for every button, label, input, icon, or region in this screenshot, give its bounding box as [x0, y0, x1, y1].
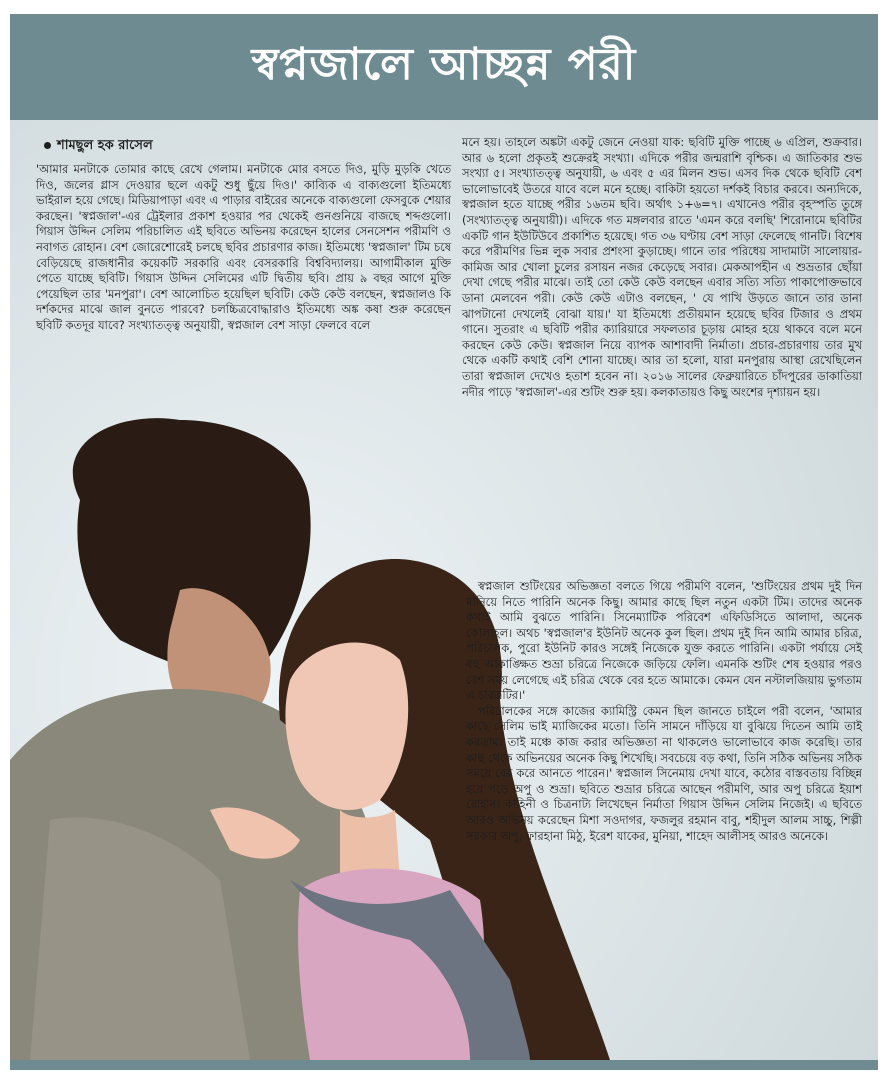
left-column-text: 'আমার মনটাকে তোমার কাছে রেখে গেলাম। মনটাকে মোর বসতে দিও, মুড়ি মুড়কি খেতে দিও, জলের গ্লাস দেওয়ার ছলে একটু শুধু ছুঁয়ে দিও।' কাব্যিক এ বাক্যগুলো ইতিমধ্যে ভাইরাল হয়ে গেছে। মিডিয়াপাড়া এবং এ পাড়ার বাইরের অনেকে বাক্যগুলো ফেসবুকে শেয়ার করছেন। 'স্বপ্নজাল'-এর ট্রেইলার প্রকাশ হওয়ার পর থেকেই গুনগুনিয়ে বাজছে শব্দগুলো। গিয়াস উদ্দিন সেলিম পরিচালিত এই ছবিতে অভিনয় করেছেন হালের সেনসেশন পরীমণি ও নবাগত রোহান। বেশ জোরেশোরেই চলছে ছবির প্রচারণার কাজ। ইতিমধ্যে 'স্বপ্নজাল' টিম চষে বেড়িয়েছে রাজধানীর কয়েকটি সরকারি এবং বেসরকারি বিশ্ববিদ্যালয়। আগামীকাল মুক্তি পেতে যাচ্ছে ছবিটি। গিয়াস উদ্দিন সেলিমের এটি দ্বিতীয় ছবি। প্রায় ৯ বছর আগে মুক্তি পেয়েছিল তার 'মনপুরা'। বেশ আলোচিত হয়েছিল ছবিটি। কেউ কেউ বলছেন, স্বপ্নজালও কি দর্শকদের মাঝে জাল বুনতে পারবে? চলচ্চিত্রবোদ্ধারাও ইতিমধ্যে অঙ্ক কষা শুরু করেছেন ছবিটি কতদূর যাবে? সংখ্যাতত্ত্ব অনুযায়ী, স্বপ্নজাল বেশ সাড়া ফেলবে বলে — [36, 162, 451, 332]
right-column-paragraph-3: পরিচালকের সঙ্গে কাজের ক্যামিস্ট্রি কেমন ছিল জানতে চাইলে পরী বলেন, 'আমার কাছে সেলিম ভাই ম্যাজিকের মতো। তিনি সামনে দাঁড়িয়ে যা বুঝিয়ে দিতেন আমি তাই করতাম। তাই মঞ্চে কাজ করার অভিজ্ঞতা না থাকলেও ভালোভাবে কাজ করেছি। তার কাছ থেকে অভিনয়ের অনেক কিছু শিখেছি। সবচেয়ে বড় কথা, তিনি সঠিক অভিনয় সঠিক সময়ে বের করে আনতে পারেন।' স্বপ্নজাল সিনেমায় দেখা যাবে, কঠোর বাস্তবতায় বিচ্ছিন্ন হয়ে পড়ে অপু ও শুভ্রা। ছবিতে শুভ্রার চরিত্রে আছেন পরীমণি, আর অপু চরিত্রে ইয়াশ রোহান। কাহিনী ও চিত্রনাট্য লিখেছেন নির্মাতা গিয়াস উদ্দিন সেলিম নিজেই। এ ছবিতে আরও অভিনয় করেছেন মিশা সওদাগর, ফজলুর রহমান বাবু, শহীদুল আলম সাচ্চু, শিল্পী সরকার অপু, ফারহানা মিঠু, ইরেশ যাকের, মুনিয়া, শাহেদ আলীসহ আরও অনেকে। — [466, 703, 862, 843]
headline: স্বপ্নজালে আচ্ছন্ন পরী — [251, 38, 637, 90]
byline — [44, 138, 153, 154]
author-name: শামছুল হক রাসেল — [57, 138, 153, 153]
right-column-top — [462, 135, 862, 400]
right-column-bottom — [466, 579, 862, 844]
right-column-text: মনে হয়। তাহলে অঙ্কটা একটু জেনে নেওয়া যাক: ছবিটি মুক্তি পাচ্ছে ৬ এপ্রিল, শুক্রবার। আর ৬ হলো প্রকৃতই শুক্রেরই সংখ্যা। এদিকে পরীর জন্মরাশি বৃশ্চিক। এ জাতিকার শুভ সংখ্যা ৫। সংখ্যাতত্ত্ব অনুযায়ী, ৬ এবং ৫ এর মিলন শুভ। এসব দিক থেকে ছবিটি বেশ ভালোভাবেই উতরে যাবে বলে মনে হচ্ছে। বাকিটা হয়তো দর্শকই বিচার করবে। অন্যদিকে, স্বপ্নজাল হতে যাচ্ছে পরীর ১৬তম ছবি। অর্থাৎ ১+৬=৭। এখানেও পরীর বৃহস্পতি তুঙ্গে (সংখ্যাতত্ত্ব অনুযায়ী)। এদিকে গত মঙ্গলবার রাতে 'এমন করে বলছি' শিরোনামে ছবিটির একটি গান ইউটিউবে প্রকাশিত হয়েছে। গত ৩৬ ঘণ্টায় বেশ সাড়া ফেলেছে গানটি। বিশেষ করে পরীমণির ভিন্ন লুক সবার প্রশংসা কুড়াচ্ছে। গানে তার পরিধেয় সাদামাটা সালোয়ার-কামিজ আর খোলা চুলের রসায়ন নজর কেড়েছে সবার। মেকআপহীন এ শুভ্রতার ছোঁয়া দেখা গেছে পরীর মাঝে। তাই তো কেউ কেউ বলছেন এবার সত্যি সত্যি পাকাপোক্তভাবে ডানা মেলবেন পরী। কেউ কেউ এটাও বলছেন, ' যে পাখি উড়তে জানে তার ডানা ঝাপটানো দেখলেই বোঝা যায়।' যা ইতিমধ্যে প্রতীয়মান হয়েছে ছবির টিজার ও প্রথম গানে। সুতরাং এ ছবিটি পরীর ক্যারিয়ারে সফলতার চূড়ায় মোহর হয়ে থাকবে বলে মনে করছেন কেউ কেউ। স্বপ্নজাল নিয়ে ব্যাপক আশাবাদী নির্মাতা। প্রচার-প্রচারণায় তার মুখ থেকে একটি কথাই বেশি শোনা যাচ্ছে। আর তা হলো, যারা মনপুরায় আস্থা রেখেছিলেন তারা স্বপ্নজাল দেখেও হতাশ হবেন না। ২০১৬ সালের ফেব্রুয়ারিতে চাঁদপুরের ডাকাতিয়া নদীর পাড়ে 'স্বপ্নজাল'-এর শুটিং শুরু হয়। কলকাতায়ও কিছু অংশের দৃশ্যায়ন হয়। — [462, 135, 862, 399]
right-column-paragraph-2: স্বপ্নজাল শুটিংয়ের অভিজ্ঞতা বলতে গিয়ে পরীমণি বলেন, 'শুটিংয়ের প্রথম দুই দিন মানিয়ে নিতে পারিনি অনেক কিছু। আমার কাছে ছিল নতুন একটা টিম। তাদের অনেক কথাই আমি বুঝতে পারিনি। সিনেম্যাটিক পরিবেশ এফিডিসিতে আলাদা, অনেক কোলাহল। অথচ 'স্বপ্নজাল'র ইউনিট অনেক কুল ছিল। প্রথম দুই দিন আমি আমার চরিত্র, পরিচালক, পুরো ইউনিট কারও সঙ্গেই নিজেকে যুক্ত করতে পারিনি। একটা পর্যায়ে সেই বহু আকাঙ্ক্ষিত শুভ্রা চরিত্রে নিজেকে জড়িয়ে ফেলি। এমনকি শুটিং শেষ হওয়ার পরও বেশ সময় লেগেছে এই চরিত্র থেকে বের হতে আমাকে। কেমন যেন নস্টালজিয়ায় ভুগতাম এ চরিত্রটির।' — [466, 579, 862, 703]
newspaper-article — [10, 14, 878, 1070]
bullet-icon — [44, 142, 51, 149]
headline-banner — [10, 14, 878, 120]
left-column — [36, 162, 451, 334]
bottom-rule — [10, 1060, 878, 1070]
